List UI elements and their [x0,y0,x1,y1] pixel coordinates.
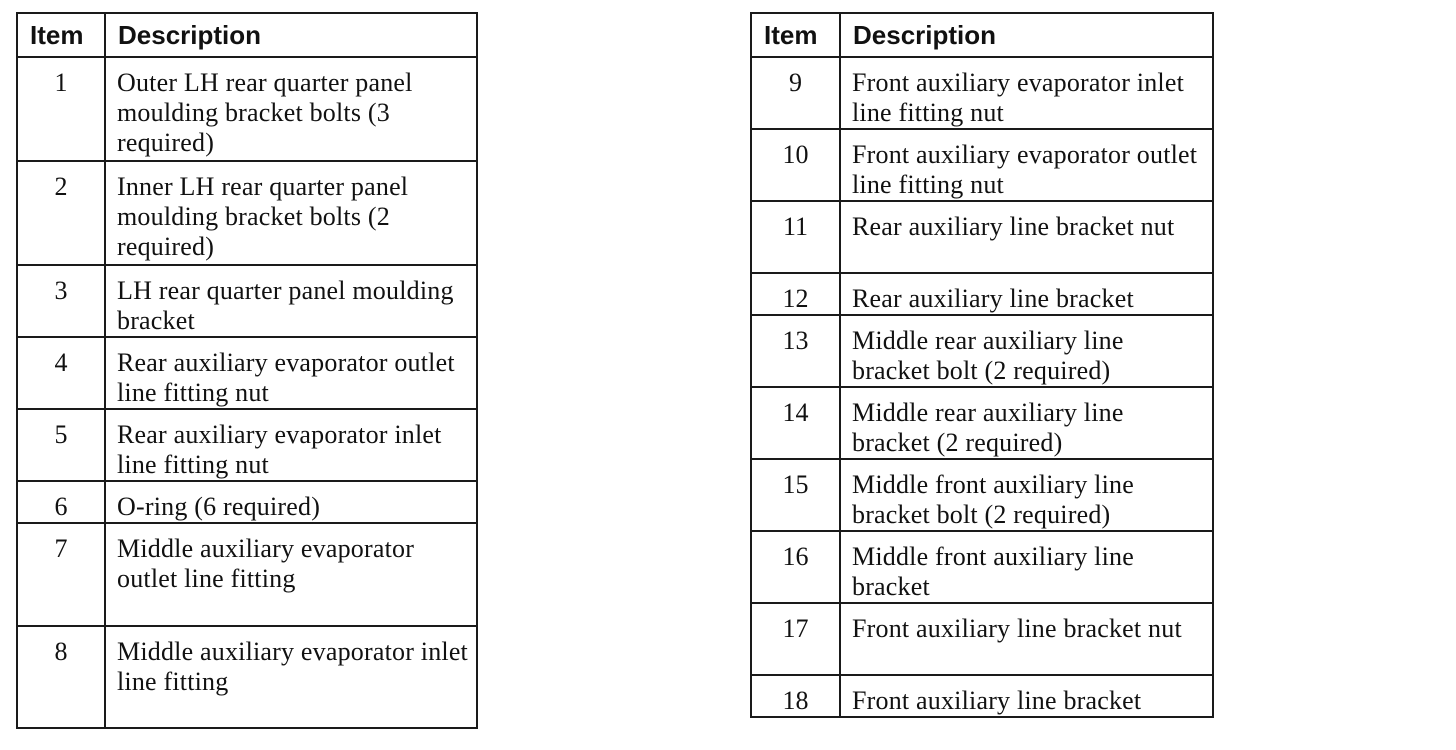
table-row [751,603,1213,675]
item-description: Middle rear auxiliary line bracket (2 required) [840,387,1213,459]
parts-table-right [750,12,1214,718]
table-row [751,201,1213,273]
table-row [17,409,477,481]
item-description: Front auxiliary evaporator inlet line fitting nut [840,57,1213,129]
item-number: 5 [17,409,105,481]
item-description: LH rear quarter panel moulding bracket [105,265,477,337]
table-row [751,315,1213,387]
table-row [17,161,477,265]
item-description: Outer LH rear quarter panel moulding bracket bolts (3 required) [105,57,477,161]
table-header-row [17,13,477,57]
table-row [751,57,1213,129]
table-row [751,531,1213,603]
item-column-header: Item [751,13,840,57]
item-description: Middle auxiliary evaporator outlet line fitting [105,523,477,626]
item-description: Front auxiliary evaporator outlet line fitting nut [840,129,1213,201]
table-row [751,675,1213,717]
description-column-header: Description [105,13,477,57]
item-description: Middle auxiliary evaporator inlet line fitting [105,626,477,728]
item-description: Rear auxiliary evaporator outlet line fitting nut [105,337,477,409]
item-number: 18 [751,675,840,717]
item-description: O-ring (6 required) [105,481,477,523]
item-description: Front auxiliary line bracket nut [840,603,1213,675]
item-number: 3 [17,265,105,337]
table-row [751,459,1213,531]
item-number: 17 [751,603,840,675]
table-header-row [751,13,1213,57]
table-row [17,57,477,161]
item-description: Inner LH rear quarter panel moulding bracket bolts (2 required) [105,161,477,265]
item-number: 13 [751,315,840,387]
item-description: Rear auxiliary line bracket [840,273,1213,315]
item-number: 2 [17,161,105,265]
table-row [751,129,1213,201]
item-number: 12 [751,273,840,315]
item-number: 4 [17,337,105,409]
table-row [17,337,477,409]
item-number: 9 [751,57,840,129]
item-number: 11 [751,201,840,273]
item-description: Middle front auxiliary line bracket bolt (2 required) [840,459,1213,531]
item-number: 6 [17,481,105,523]
item-description: Middle front auxiliary line bracket [840,531,1213,603]
item-number: 10 [751,129,840,201]
item-number: 14 [751,387,840,459]
item-number: 7 [17,523,105,626]
item-description: Rear auxiliary evaporator inlet line fitting nut [105,409,477,481]
table-row [17,265,477,337]
item-number: 1 [17,57,105,161]
table-row [17,481,477,523]
table-row [17,626,477,728]
item-number: 15 [751,459,840,531]
item-column-header: Item [17,13,105,57]
item-description: Middle rear auxiliary line bracket bolt (2 required) [840,315,1213,387]
table-row [751,387,1213,459]
table-row [751,273,1213,315]
description-column-header: Description [840,13,1213,57]
item-description: Front auxiliary line bracket [840,675,1213,717]
item-number: 8 [17,626,105,728]
table-row [17,523,477,626]
item-number: 16 [751,531,840,603]
parts-table-left [16,12,478,729]
item-description: Rear auxiliary line bracket nut [840,201,1213,273]
